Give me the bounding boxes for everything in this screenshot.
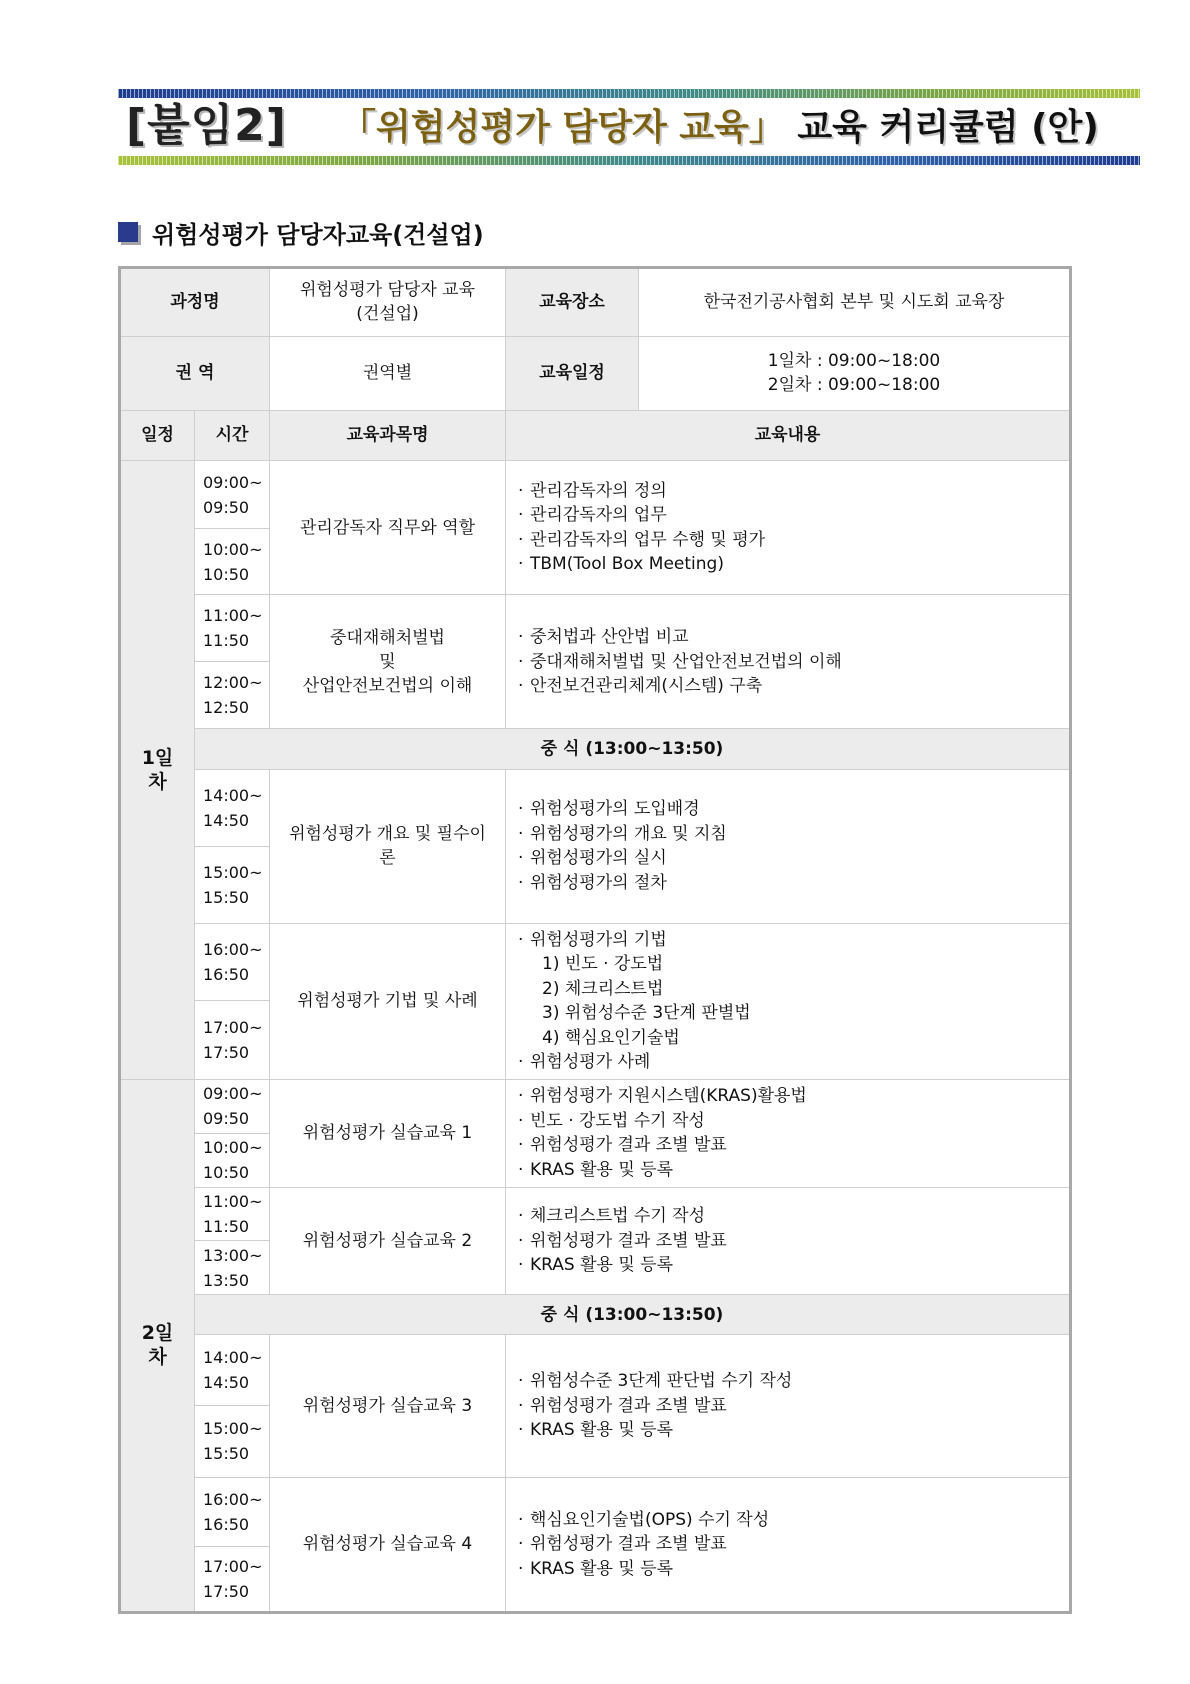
bullet-dot-icon: ·: [518, 1110, 524, 1131]
content-item: [518, 1133, 1057, 1158]
content-item: [518, 797, 1057, 822]
time-slot: [195, 769, 270, 846]
content-item-text: KRAS 활용 및 등록: [530, 1420, 674, 1441]
content-item: [518, 1557, 1057, 1582]
region-label: 권 역: [120, 336, 270, 410]
content-item: [518, 1204, 1057, 1229]
content-item: [518, 1508, 1057, 1533]
subject-line: 위험성평가 실습교육 4: [302, 1534, 473, 1555]
content-item: [518, 1158, 1057, 1183]
info-row-region: [120, 336, 1071, 410]
time-slot-line: 09:50: [203, 497, 250, 517]
content-item-text: 빈도 · 강도법 수기 작성: [530, 1110, 705, 1131]
time-slot-line: 16:00~: [203, 939, 263, 959]
schedule-value: [639, 336, 1071, 410]
content-item: [518, 1001, 1057, 1026]
time-slot: [195, 1133, 270, 1187]
time-slot: [195, 461, 270, 529]
bullet-dot-icon: ·: [518, 1534, 524, 1555]
time-slot: [195, 846, 270, 923]
schedule-day2: 2일차 : 09:00~18:00: [767, 375, 941, 396]
content-item: [518, 552, 1057, 577]
content-item-text: 위험성평가 사례: [530, 1052, 651, 1073]
lunch-break: 중 식 (13:00~13:50): [195, 729, 1071, 769]
col-header-content: 교육내용: [506, 410, 1071, 461]
bullet-dot-icon: ·: [518, 651, 524, 672]
content-item-text: 1) 빈도 · 강도법: [542, 954, 664, 975]
schedule-row: [120, 1477, 1071, 1547]
content-item-text: 관리감독자의 업무 수행 및 평가: [530, 529, 766, 550]
schedule-row: [120, 923, 1071, 1001]
time-slot-line: 10:50: [203, 1163, 250, 1183]
subject-line: 위험성평가 실습교육 3: [302, 1396, 473, 1417]
content-item: [518, 977, 1057, 1002]
subject-cell: [270, 1477, 506, 1612]
bullet-dot-icon: ·: [518, 676, 524, 697]
bullet-dot-icon: ·: [518, 1086, 524, 1107]
content-item: [518, 1050, 1057, 1075]
content-item-text: KRAS 활용 및 등록: [530, 1558, 674, 1579]
content-item-text: 위험성평가의 기법: [530, 929, 667, 950]
content-list: [518, 1508, 1057, 1582]
subject-line: 관리감독자 직무와 역할: [299, 517, 476, 538]
time-slot: [195, 1335, 270, 1406]
bullet-dot-icon: ·: [518, 799, 524, 820]
content-cell: [506, 461, 1071, 595]
content-item: [518, 1418, 1057, 1443]
bullet-dot-icon: ·: [518, 505, 524, 526]
content-item-text: 위험성평가 결과 조별 발표: [530, 1395, 727, 1416]
content-item-text: KRAS 활용 및 등록: [530, 1255, 674, 1276]
content-item-text: 2) 체크리스트법: [542, 978, 664, 999]
time-slot-line: 16:50: [203, 1515, 250, 1535]
content-item: [518, 528, 1057, 553]
time-slot-line: 09:50: [203, 1109, 250, 1129]
content-item: [518, 503, 1057, 528]
time-slot-line: 13:00~: [203, 1245, 263, 1265]
content-item-text: 관리감독자의 업무: [530, 505, 667, 526]
time-slot-line: 14:50: [203, 1373, 250, 1393]
square-bullet-icon: [118, 222, 138, 242]
time-slot-line: 12:50: [203, 698, 250, 718]
schedule-row: [120, 1187, 1071, 1241]
bullet-dot-icon: ·: [518, 1159, 524, 1180]
time-slot-line: 16:50: [203, 964, 250, 984]
time-slot-line: 15:00~: [203, 862, 263, 882]
time-slot-line: 17:00~: [203, 1018, 263, 1038]
content-cell: [506, 1079, 1071, 1187]
schedule-row: [120, 769, 1071, 846]
content-item-text: 중처법과 산안법 비교: [530, 627, 689, 648]
content-cell: [506, 1335, 1071, 1477]
content-item-text: 위험성평가 지원시스템(KRAS)활용법: [530, 1086, 807, 1107]
time-slot-line: 11:00~: [203, 606, 263, 626]
schedule-day1: 1일차 : 09:00~18:00: [767, 351, 941, 372]
content-item: [518, 1109, 1057, 1134]
bullet-dot-icon: ·: [518, 929, 524, 950]
time-slot-line: 13:50: [203, 1270, 250, 1290]
content-list: [518, 1369, 1057, 1443]
time-slot-line: 17:00~: [203, 1557, 263, 1577]
content-item-text: 4) 핵심요인기술법: [542, 1027, 680, 1048]
content-item: [518, 1253, 1057, 1278]
lunch-row: [120, 1295, 1071, 1335]
content-item-text: 안전보건관리체계(시스템) 구축: [530, 676, 763, 697]
time-slot-line: 14:50: [203, 810, 250, 830]
bullet-dot-icon: ·: [518, 1558, 524, 1579]
bullet-dot-icon: ·: [518, 1420, 524, 1441]
time-slot: [195, 1547, 270, 1613]
content-item-text: TBM(Tool Box Meeting): [530, 554, 724, 575]
content-item: [518, 846, 1057, 871]
bullet-dot-icon: ·: [518, 554, 524, 575]
column-header-row: [120, 410, 1071, 461]
subject-line: 중대재해처벌법: [330, 627, 445, 648]
content-item: [518, 822, 1057, 847]
bullet-dot-icon: ·: [518, 1371, 524, 1392]
bullet-dot-icon: ·: [518, 1230, 524, 1251]
time-slot: [195, 1406, 270, 1478]
col-header-subject: 교육과목명: [270, 410, 506, 461]
page-title: [340, 104, 1099, 152]
course-value-line2: (건설업): [356, 304, 419, 325]
bullet-dot-icon: ·: [518, 1395, 524, 1416]
subject-line: 위험성평가 개요 및 필수이론: [289, 824, 486, 869]
time-slot-line: 11:00~: [203, 1191, 263, 1211]
time-slot-line: 12:00~: [203, 673, 263, 693]
content-item-text: 핵심요인기술법(OPS) 수기 작성: [530, 1509, 770, 1530]
schedule-row: [120, 461, 1071, 529]
header-decor-bar-top: [118, 89, 1140, 98]
subject-line: 및: [379, 651, 396, 672]
time-slot-line: 09:00~: [203, 472, 263, 492]
day-label: 1일차: [120, 461, 195, 1080]
schedule-row: [120, 595, 1071, 662]
content-item-text: 위험성평가 결과 조별 발표: [530, 1230, 727, 1251]
content-cell: [506, 595, 1071, 729]
time-slot: [195, 1241, 270, 1295]
content-item: [518, 871, 1057, 896]
course-value: [270, 268, 506, 337]
schedule-row: [120, 1335, 1071, 1406]
time-slot-line: 15:50: [203, 1444, 250, 1464]
subject-cell: [270, 1187, 506, 1295]
content-item: [518, 650, 1057, 675]
content-item: [518, 1532, 1057, 1557]
time-slot-line: 10:00~: [203, 1138, 263, 1158]
subject-cell: [270, 595, 506, 729]
time-slot-line: 15:00~: [203, 1419, 263, 1439]
content-cell: [506, 1187, 1071, 1295]
time-slot: [195, 528, 270, 595]
content-list: [518, 797, 1057, 895]
subject-line: 산업안전보건법의 이해: [302, 675, 473, 696]
content-item-text: 위험성평가의 도입배경: [530, 799, 700, 820]
content-item-text: 관리감독자의 정의: [530, 480, 667, 501]
content-item-text: 체크리스트법 수기 작성: [530, 1206, 706, 1227]
content-item: [518, 674, 1057, 699]
subject-line: 위험성평가 실습교육 1: [302, 1123, 473, 1144]
content-item: [518, 928, 1057, 953]
subject-cell: [270, 461, 506, 595]
schedule-row: [120, 1079, 1071, 1133]
attachment-tag: [붙임2]: [126, 100, 287, 151]
time-slot-line: 11:50: [203, 1216, 250, 1236]
time-slot-line: 16:00~: [203, 1490, 263, 1510]
info-row-course: [120, 268, 1071, 337]
time-slot-line: 09:00~: [203, 1084, 263, 1104]
place-value: 한국전기공사협회 본부 및 시도회 교육장: [639, 268, 1071, 337]
content-list: [518, 479, 1057, 577]
content-item: [518, 1084, 1057, 1109]
time-slot-line: 10:50: [203, 564, 250, 584]
content-list: [518, 1204, 1057, 1278]
subject-cell: [270, 923, 506, 1079]
day-label: 2일차: [120, 1079, 195, 1612]
bullet-dot-icon: ·: [518, 1135, 524, 1156]
subject-line: 위험성평가 기법 및 사례: [297, 991, 478, 1012]
subject-cell: [270, 1335, 506, 1477]
content-list: [518, 1084, 1057, 1182]
content-item: [518, 1026, 1057, 1051]
schedule-label: 교육일정: [506, 336, 639, 410]
content-item-text: 위험성평가 결과 조별 발표: [530, 1135, 727, 1156]
subject-line: 위험성평가 실습교육 2: [302, 1230, 473, 1251]
content-cell: [506, 769, 1071, 923]
lunch-break: 중 식 (13:00~13:50): [195, 1295, 1071, 1335]
content-item-text: 위험성평가의 실시: [530, 848, 667, 869]
lunch-row: [120, 729, 1071, 769]
bullet-dot-icon: ·: [518, 480, 524, 501]
page-title-highlight: 「위험성평가 담당자 교육」: [340, 107, 785, 148]
bullet-dot-icon: ·: [518, 627, 524, 648]
content-item: [518, 625, 1057, 650]
content-cell: [506, 1477, 1071, 1612]
time-slot: [195, 1001, 270, 1080]
region-value: 권역별: [270, 336, 506, 410]
time-slot: [195, 1477, 270, 1547]
time-slot: [195, 1079, 270, 1133]
content-item-text: 중대재해처벌법 및 산업안전보건법의 이해: [530, 651, 842, 672]
content-item-text: 위험성평가의 절차: [530, 872, 667, 893]
time-slot-line: 17:50: [203, 1582, 250, 1602]
bullet-dot-icon: ·: [518, 1509, 524, 1530]
time-slot: [195, 923, 270, 1001]
subject-cell: [270, 769, 506, 923]
content-item: [518, 1394, 1057, 1419]
bullet-dot-icon: ·: [518, 1052, 524, 1073]
time-slot-line: 14:00~: [203, 1348, 263, 1368]
time-slot: [195, 595, 270, 662]
bullet-dot-icon: ·: [518, 872, 524, 893]
place-label: 교육장소: [506, 268, 639, 337]
content-cell: [506, 923, 1071, 1079]
content-item: [518, 1229, 1057, 1254]
content-item: [518, 1369, 1057, 1394]
content-item-text: 위험성평가 결과 조별 발표: [530, 1534, 727, 1555]
time-slot-line: 17:50: [203, 1043, 250, 1063]
course-label: 과정명: [120, 268, 270, 337]
content-item-text: 위험성평가의 개요 및 지침: [530, 823, 727, 844]
col-header-time: 시간: [195, 410, 270, 461]
time-slot: [195, 661, 270, 729]
bullet-dot-icon: ·: [518, 823, 524, 844]
bullet-dot-icon: ·: [518, 1255, 524, 1276]
content-item-text: KRAS 활용 및 등록: [530, 1159, 674, 1180]
content-list: [518, 928, 1057, 1075]
section-heading: [118, 215, 484, 249]
content-item: [518, 952, 1057, 977]
page-title-rest: 교육 커리큘럼 (안): [797, 107, 1099, 148]
section-title: 위험성평가 담당자교육(건설업): [152, 220, 484, 249]
time-slot-line: 10:00~: [203, 539, 263, 559]
time-slot: [195, 1187, 270, 1241]
content-list: [518, 625, 1057, 699]
bullet-dot-icon: ·: [518, 848, 524, 869]
time-slot-line: 11:50: [203, 631, 250, 651]
content-item-text: 위험성수준 3단계 판단법 수기 작성: [530, 1371, 793, 1392]
curriculum-table: [118, 266, 1072, 1614]
bullet-dot-icon: ·: [518, 1206, 524, 1227]
header-decor-bar-bottom: [118, 156, 1140, 165]
course-value-line1: 위험성평가 담당자 교육: [299, 280, 476, 301]
subject-cell: [270, 1079, 506, 1187]
time-slot-line: 15:50: [203, 887, 250, 907]
time-slot-line: 14:00~: [203, 785, 263, 805]
content-item: [518, 479, 1057, 504]
col-header-day: 일정: [120, 410, 195, 461]
content-item-text: 3) 위험성수준 3단계 판별법: [542, 1003, 751, 1024]
bullet-dot-icon: ·: [518, 529, 524, 550]
